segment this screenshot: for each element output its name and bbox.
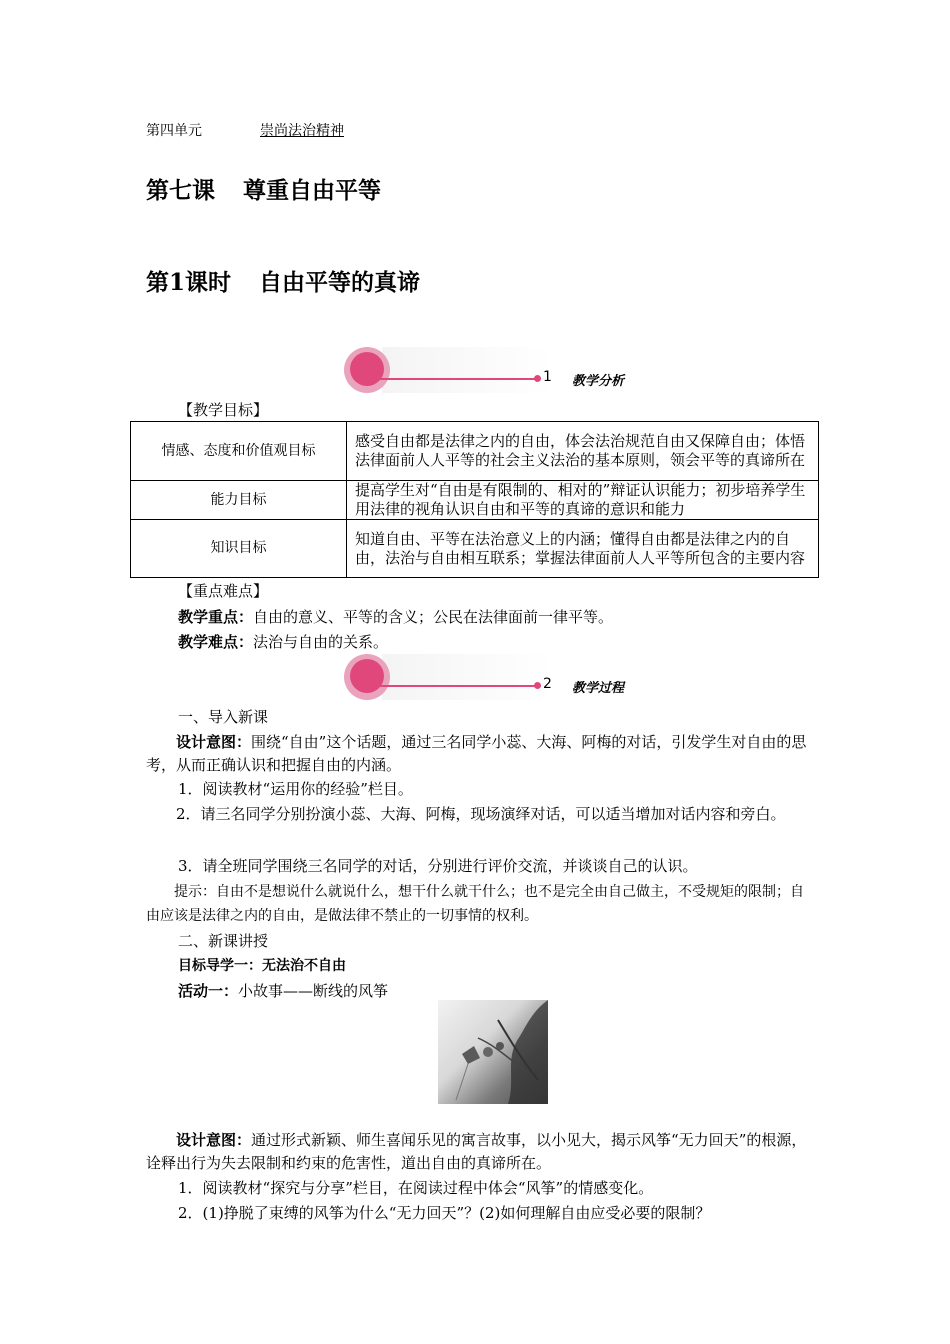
activity-label: 活动一： [178, 982, 239, 1000]
table-row [131, 520, 819, 578]
design-label: 设计意图： [176, 733, 252, 751]
teaching-difficulty [178, 631, 388, 654]
design-label: 设计意图： [176, 1131, 252, 1149]
goal-key: 知识目标 [131, 520, 347, 578]
focus-label: 教学重点： [178, 608, 254, 626]
lesson-label: 第七课 [146, 178, 215, 204]
hint-text: 提示：自由不是想说什么就说什么，想干什么就干什么；也不是完全由自己做主，不受规矩的限制；自由应该是法律之内的自由，是做法律不禁止的一切事情的权利。 [146, 884, 804, 924]
kite-icon [438, 1000, 548, 1104]
goal-key: 能力目标 [131, 481, 347, 520]
table-row [131, 422, 819, 481]
unit-label: 第四单元 [146, 123, 202, 139]
difficulty-text: 法治与自由的关系。 [253, 633, 389, 651]
step-2: 2．请三名同学分别扮演小蕊、大海、阿梅，现场演绎对话，可以适当增加对话内容和旁白。 [176, 805, 786, 823]
goals-heading: 【教学目标】 [178, 401, 269, 419]
step-5: 2．(1)挣脱了束缚的风筝为什么“无力回天”？(2)如何理解自由应受必要的限制？ [178, 1204, 711, 1222]
session-title [146, 264, 420, 297]
session-name: 自由平等的真谛 [259, 270, 421, 296]
section-title: 教学过程 [572, 681, 625, 696]
new-lesson-heading: 二、新课讲授 [178, 932, 269, 950]
table-row [131, 481, 819, 520]
unit-title[interactable]: 崇尚法治精神 [260, 123, 344, 139]
step-4: 1．阅读教材“探究与分享”栏目，在阅读过程中体会“风筝”的情感变化。 [178, 1179, 654, 1197]
step-1: 1．阅读教材“运用你的经验”栏目。 [178, 780, 413, 798]
keypoints-heading: 【重点难点】 [178, 582, 269, 600]
goal-value: 知道自由、平等在法治意义上的内涵；懂得自由都是法律之内的自由，法治与自由相互联系；掌握法律面前人人平等所包含的主要内容 [347, 520, 819, 578]
goal-value: 提高学生对“自由是有限制的、相对的”辩证认识能力；初步培养学生用法律的视角认识自由和平等的真谛的意识和能力 [347, 481, 819, 520]
intro-heading: 一、导入新课 [178, 708, 269, 726]
section-number: 2 [543, 676, 552, 692]
goals-table [130, 421, 819, 578]
step-3: 3．请全班同学围绕三名同学的对话，分别进行评价交流，并谈谈自己的认识。 [178, 857, 698, 875]
goal-key: 情感、态度和价值观目标 [131, 422, 347, 481]
design-intent-1 [146, 731, 810, 777]
focus-text: 自由的意义、平等的含义；公民在法律面前一律平等。 [253, 608, 614, 626]
lesson-name: 尊重自由平等 [243, 178, 381, 204]
goal-value: 感受自由都是法律之内的自由，体会法治规范自由又保障自由；体悟法律面前人人平等的社会主义法治的基本原则，领会平等的真谛所在 [347, 422, 819, 481]
section-title: 教学分析 [572, 374, 625, 389]
design-intent-2 [146, 1129, 810, 1175]
banner-line [366, 685, 537, 687]
section-number: 1 [543, 369, 552, 385]
difficulty-label: 教学难点： [178, 633, 254, 651]
design-text: 通过形式新颖、师生喜闻乐见的寓言故事，以小见大，揭示风筝“无力回天”的根源，诠释出行为失去限制和约束的危害性，道出自由的真谛所在。 [146, 1131, 807, 1172]
kite-tree-image [438, 1000, 548, 1104]
teaching-focus [178, 606, 613, 629]
unit-header [146, 120, 344, 140]
goal-guide-1: 目标导学一：无法治不自由 [178, 958, 346, 974]
lesson-title [146, 172, 381, 205]
session-label: 第1课时 [146, 269, 232, 296]
section-banner-process [344, 654, 625, 704]
design-text: 围绕“自由”这个话题，通过三名同学小蕊、大海、阿梅的对话，引发学生对自由的思考，从而正确认识和把握自由的内涵。 [146, 733, 807, 774]
section-banner-analysis [344, 347, 625, 397]
banner-line [366, 378, 537, 380]
activity-1 [178, 980, 388, 1003]
activity-text: 小故事——断线的风筝 [238, 982, 389, 1000]
